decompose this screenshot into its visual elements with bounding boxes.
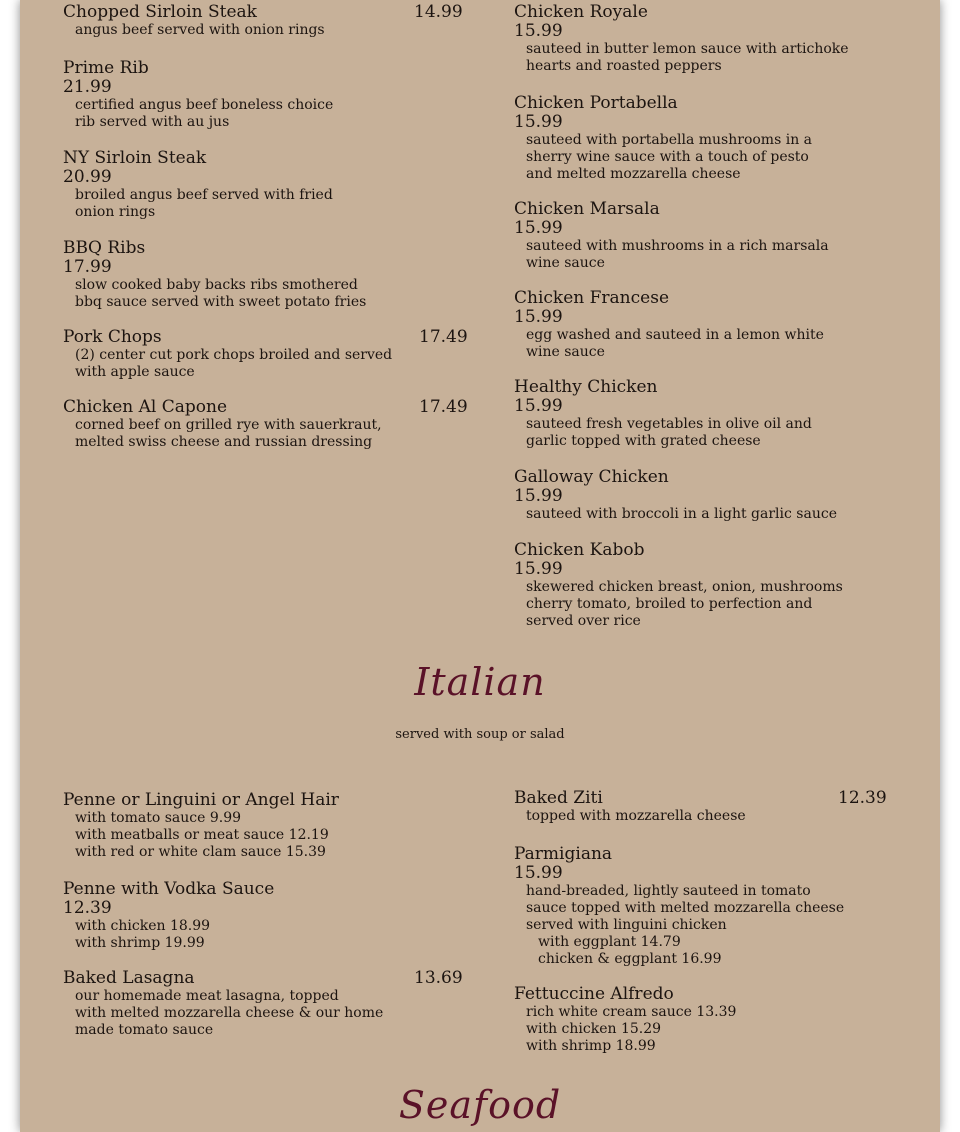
menu-item-ny-sirloin-steak bbox=[63, 149, 463, 221]
section-note-italian: served with soup or salad bbox=[395, 727, 565, 742]
item-name: Chicken Marsala bbox=[514, 199, 660, 219]
item-price: 17.99 bbox=[63, 257, 112, 277]
item-description: topped with mozzarella cheese bbox=[526, 808, 746, 824]
item-description: hand-breaded, lightly sauteed in tomato sauce topped with melted mozzarella cheese served with linguini chicken with eggplant 14.79 chicken & eggplant 16.99 bbox=[526, 883, 845, 967]
menu-item-pork-chops bbox=[63, 327, 468, 381]
item-description: with tomato sauce 9.99 with meatballs or meat sauce 12.19 with red or white clam sauce 15.39 bbox=[75, 810, 329, 860]
menu-item-bbq-ribs bbox=[63, 239, 463, 311]
item-price: 15.99 bbox=[514, 863, 563, 883]
item-description: sauteed with mushrooms in a rich marsala wine sauce bbox=[526, 238, 829, 271]
item-description: slow cooked baby backs ribs smothered bbq sauce served with sweet potato fries bbox=[75, 277, 367, 310]
item-name: Baked Lasagna bbox=[63, 968, 195, 988]
item-price: 14.99 bbox=[414, 2, 463, 22]
item-description: egg washed and sauteed in a lemon white wine sauce bbox=[526, 327, 824, 360]
menu-item-chicken-royale bbox=[514, 3, 894, 75]
item-name: Prime Rib bbox=[63, 58, 149, 78]
item-description: with chicken 18.99 with shrimp 19.99 bbox=[75, 918, 211, 951]
menu-item-chicken-francese bbox=[514, 289, 894, 361]
item-name: BBQ Ribs bbox=[63, 238, 146, 258]
item-description: rich white cream sauce 13.39 with chicken 15.29 with shrimp 18.99 bbox=[526, 1004, 737, 1054]
menu-item-galloway-chicken bbox=[514, 468, 894, 523]
menu-item-chicken-kabob bbox=[514, 541, 894, 630]
menu-item-baked-lasagna bbox=[63, 969, 463, 1039]
item-price: 12.39 bbox=[838, 788, 887, 808]
menu-item-chicken-al-capone bbox=[63, 397, 468, 451]
item-name: Chicken Portabella bbox=[514, 93, 678, 113]
item-name: Chicken Royale bbox=[514, 2, 648, 22]
item-price: 12.39 bbox=[63, 898, 112, 918]
item-description: sauteed with broccoli in a light garlic sauce bbox=[526, 506, 837, 522]
item-name: Baked Ziti bbox=[514, 788, 603, 808]
menu-item-healthy-chicken bbox=[514, 378, 894, 450]
item-price: 15.99 bbox=[514, 559, 563, 579]
menu-item-parmigiana bbox=[514, 845, 894, 968]
item-name: Penne or Linguini or Angel Hair bbox=[63, 790, 339, 810]
item-price: 15.99 bbox=[514, 21, 563, 41]
item-description: certified angus beef boneless choice rib served with au jus bbox=[75, 97, 334, 130]
item-description: our homemade meat lasagna, topped with melted mozzarella cheese & our home made tomato sauce bbox=[75, 988, 384, 1038]
item-price: 15.99 bbox=[514, 396, 563, 416]
item-name: Healthy Chicken bbox=[514, 377, 658, 397]
item-name: Fettuccine Alfredo bbox=[514, 984, 674, 1004]
item-name: Chicken Kabob bbox=[514, 540, 645, 560]
item-description: skewered chicken breast, onion, mushrooms cherry tomato, broiled to perfection and served over rice bbox=[526, 579, 843, 629]
item-name: Pork Chops bbox=[63, 327, 162, 347]
section-title-seafood: Seafood bbox=[398, 1083, 562, 1127]
item-description: sauteed with portabella mushrooms in a sherry wine sauce with a touch of pesto and melted mozzarella cheese bbox=[526, 132, 813, 182]
menu-page bbox=[20, 0, 940, 1132]
item-name: Galloway Chicken bbox=[514, 467, 669, 487]
item-description: (2) center cut pork chops broiled and served with apple sauce bbox=[75, 347, 393, 380]
item-name: Penne with Vodka Sauce bbox=[63, 879, 275, 899]
menu-item-prime-rib bbox=[63, 59, 463, 131]
item-price: 17.49 bbox=[419, 327, 468, 347]
item-price: 20.99 bbox=[63, 167, 112, 187]
menu-item-chopped-sirloin-steak bbox=[63, 3, 463, 39]
item-price: 17.49 bbox=[419, 397, 468, 417]
section-title-italian: Italian bbox=[414, 660, 546, 704]
item-description: broiled angus beef served with fried onion rings bbox=[75, 187, 333, 220]
item-price: 21.99 bbox=[63, 77, 112, 97]
item-price: 15.99 bbox=[514, 307, 563, 327]
menu-item-chicken-portabella bbox=[514, 94, 894, 183]
item-price: 13.69 bbox=[414, 968, 463, 988]
item-name: Chicken Al Capone bbox=[63, 397, 228, 417]
item-name: Chicken Francese bbox=[514, 288, 670, 308]
menu-item-fettuccine-alfredo bbox=[514, 985, 894, 1055]
menu-item-chicken-marsala bbox=[514, 200, 894, 272]
item-price: 15.99 bbox=[514, 218, 563, 238]
item-price: 15.99 bbox=[514, 486, 563, 506]
item-description: sauteed fresh vegetables in olive oil and garlic topped with grated cheese bbox=[526, 416, 812, 449]
item-name: Chopped Sirloin Steak bbox=[63, 2, 257, 22]
item-name: NY Sirloin Steak bbox=[63, 148, 207, 168]
item-description: sauteed in butter lemon sauce with artichoke hearts and roasted peppers bbox=[526, 41, 849, 74]
menu-item-penne-vodka-sauce bbox=[63, 880, 463, 952]
menu-item-penne-linguini-angel-hair bbox=[63, 791, 463, 861]
item-price: 15.99 bbox=[514, 112, 563, 132]
menu-item-baked-ziti bbox=[514, 789, 894, 825]
item-name: Parmigiana bbox=[514, 844, 613, 864]
item-description: angus beef served with onion rings bbox=[75, 22, 325, 38]
item-description: corned beef on grilled rye with sauerkraut, melted swiss cheese and russian dressing bbox=[75, 417, 382, 450]
